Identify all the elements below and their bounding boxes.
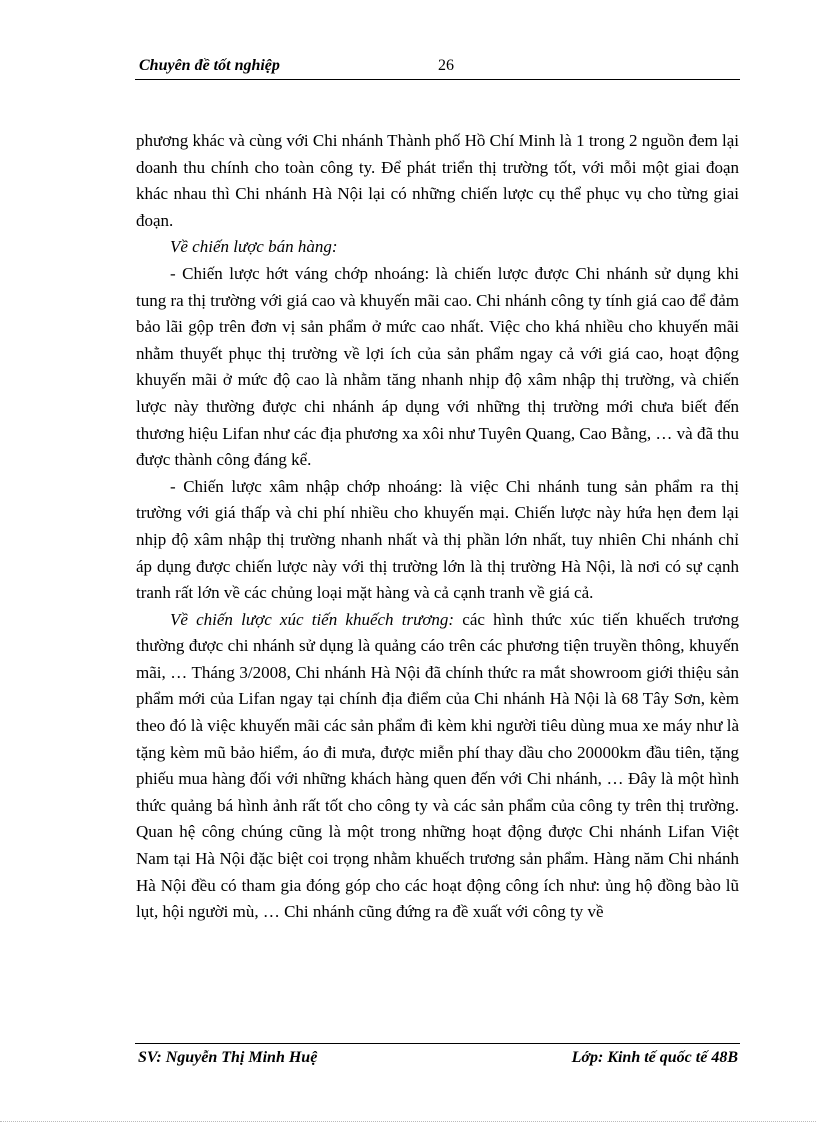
paragraph-intro: phương khác và cùng với Chi nhánh Thành phố Hồ Chí Minh là 1 trong 2 nguồn đem lại doanh thu chính cho toàn công ty. Để phát triển thị trường tốt, với mỗi một giai đoạn khác nhau thì Chi nhánh Hà Nội lại có những chiến lược cụ thể phục vụ cho từng giai đoạn.: [136, 131, 739, 230]
header-title: Chuyên đề tốt nghiệp: [139, 57, 280, 74]
paragraph-promotion-strategy: [136, 607, 739, 926]
document-body: [136, 128, 739, 926]
page-header: [135, 57, 740, 80]
paragraph-penetration-strategy: - Chiến lược xâm nhập chớp nhoáng: là việc Chi nhánh tung sản phẩm ra thị trường với giá thấp và chi phí nhiều cho khuyến mại. Chiến lược này hứa hẹn đem lại nhịp độ xâm nhập thị trường nhanh nhất và thị phần lớn nhất, tuy nhiên Chi nhánh chỉ áp dụng được chiến lược này với thị trường lớn là thị trường Hà Nội, là nơi có sự cạnh tranh rất lớn về các chủng loại mặt hàng và cả cạnh tranh về giá cả.: [136, 476, 739, 603]
page-footer: [135, 1043, 740, 1070]
section-heading-promotion-strategy: Về chiến lược xúc tiến khuếch trương:: [170, 609, 455, 629]
footer-class: Lớp: Kinh tế quốc tế 48B: [571, 1049, 738, 1066]
paragraph-skimming-strategy: - Chiến lược hớt váng chớp nhoáng: là chiến lược được Chi nhánh sử dụng khi tung ra thị trường với giá cao và khuyến mãi cao. Chi nhánh công ty tính giá cao để đảm bảo lãi gộp trên đơn vị sản phẩm ở mức cao nhất. Việc cho khá nhiều cho khuyến mãi nhằm thuyết phục thị trường về lợi ích của sản phẩm ngay cả với giá cao, hoạt động khuyến mãi ở mức độ cao là nhằm tăng nhanh nhịp độ xâm nhập thị trường, và chiến lược này thường được chi nhánh áp dụng với những thị trường mới chưa biết đến thương hiệu Lifan như các địa phương xa xôi như Tuyên Quang, Cao Bằng, … và đã thu được thành công đáng kể.: [136, 263, 739, 470]
promotion-strategy-text: các hình thức xúc tiến khuếch trương thường được chi nhánh sử dụng là quảng cáo trên các phương tiện truyền thông, khuyến mãi, … Tháng 3/2008, Chi nhánh Hà Nội đã chính thức ra mắt showroom giới thiệu sản phẩm mới của Lifan ngay tại chính địa điểm của Chi nhánh Hà Nội là 68 Tây Sơn, kèm theo đó là việc khuyến mãi các sản phẩm đi kèm khi người tiêu dùng mua xe máy như là tặng kèm mũ bảo hiểm, áo đi mưa, được miễn phí thay dầu cho 20000km đầu tiên, tặng phiếu mua hàng đối với những khách hàng quen đến với Chi nhánh, … Đây là một hình thức quảng bá hình ảnh rất tốt cho công ty và các sản phẩm của công ty trên thị trường. Quan hệ công chúng cũng là một trong những hoạt động được Chi nhánh Lifan Việt Nam tại Hà Nội đặc biệt coi trọng nhằm khuếch trương sản phẩm. Hàng năm Chi nhánh Hà Nội đều có tham gia đóng góp cho các hoạt động công ích như: ủng hộ đồng bào lũ lụt, hội người mù, … Chi nhánh cũng đứng ra đề xuất với công ty về: [136, 609, 740, 922]
page-edge-divider: [0, 1121, 816, 1122]
footer-student-name: SV: Nguyễn Thị Minh Huệ: [138, 1049, 318, 1066]
section-heading-sales-strategy: Về chiến lược bán hàng:: [170, 237, 338, 257]
page-number: 26: [438, 57, 454, 74]
